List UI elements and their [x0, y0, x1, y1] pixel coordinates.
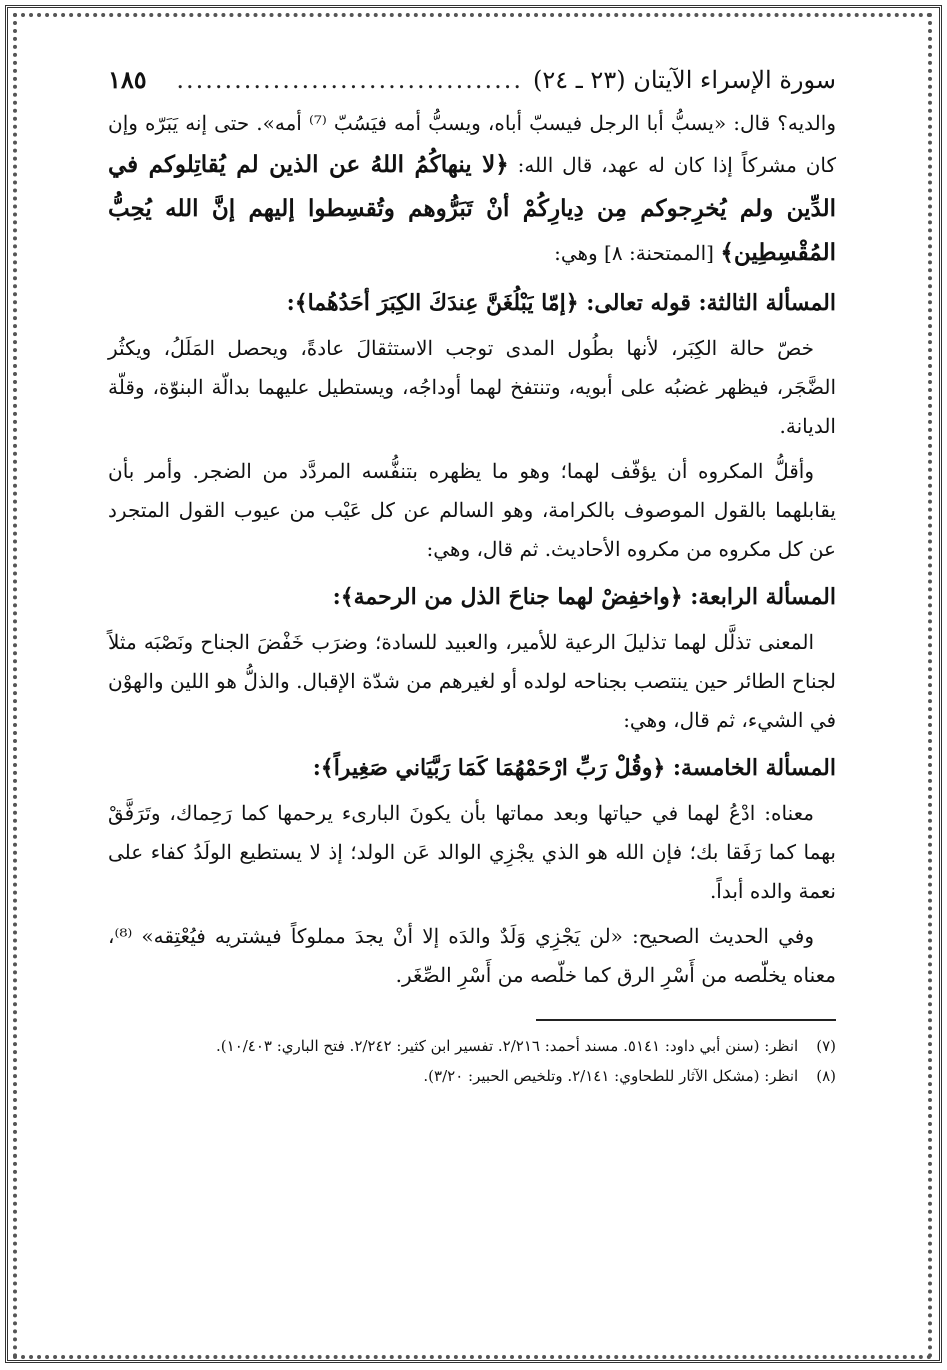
- section-5-title: المسألة الخامسة: ﴿وقُلْ رَبِّ ارْحَمْهُمَا كَمَا رَبَّيَاني صَغِيراً﴾:: [312, 755, 836, 781]
- page-content: [108, 65, 836, 1091]
- verse-reference: [الممتحنة: ٨] وهي:: [554, 241, 714, 265]
- footnote-number: (٨): [816, 1067, 836, 1085]
- section-5-paragraph-2: وفي الحديث الصحيح: «لن يَجْزِي وَلَدٌ والدَه إلا أنْ يجدَ مملوكاً فيشتريه فيُعْتِقه» ⁽⁸⁾، معناه يخلّصه من أَسْرِ الرق كما خلّصه من أَسْرِ الصِّغَر.: [108, 924, 836, 987]
- section-3-title: المسألة الثالثة: قوله تعالى: ﴿إمّا يَبْلُغَنَّ عِندَكَ الكِبَرَ أحَدُهُما﴾:: [286, 290, 836, 316]
- footnote-8: [108, 1061, 836, 1091]
- section-3-paragraph-2: وأقلُّ المكروه أن يؤفّف لهما؛ وهو ما يظهره بتنفُّسه المردَّد من الضجر. وأمر بأن يقابلهما بالقول الموصوف بالكرامة، وهو السالم عن كل عَيْب من عيوب القول المتجرد عن كل مكروه من مكروه الأحاديث. ثم قال، وهي:: [108, 459, 836, 561]
- section-4-title: المسألة الرابعة: ﴿واخفِضْ لهما جناحَ الذل من الرحمة﴾:: [332, 584, 836, 610]
- paragraph-1-text: والديه؟ قال: «يسبُّ أبا الرجل فيسبّ أباه، ويسبُّ أمه فيَسُبّ ⁽⁷⁾ أمه». حتى إنه يَبَرّه وإن كان مشركاً إذا كان له عهد، قال الله:: [108, 111, 837, 177]
- running-header: [108, 65, 836, 94]
- footnote-7: [108, 1031, 836, 1061]
- footnote-text: انظر: (سنن أبي داود: ٥١٤١. مسند أحمد: ٢/٢١٦. تفسير ابن كثير: ٢/٢٤٢. فتح الباري: ١٠/٤٠٣).: [216, 1037, 799, 1055]
- footnote-number: (٧): [816, 1037, 836, 1055]
- page-number: ١٨٥: [108, 65, 147, 94]
- quran-verse-mumtahina: ﴿لا ينهاكُمُ اللهُ عن الذين لم يُقاتِلوكم في الدِّين ولم يُخرِجوكم مِن دِيارِكُمْ أنْ تَبَرُّوهم وتُقسِطوا إليهم إنَّ الله يُحِبُّ المُقْسِطِين﴾: [108, 151, 836, 266]
- paragraph-1: [108, 104, 836, 275]
- footnotes: [108, 1031, 836, 1091]
- footnote-separator: [536, 1019, 836, 1021]
- section-4-paragraph-1: المعنى تذلَّل لهما تذليلَ الرعية للأمير، والعبيد للسادة؛ وضرَب خَفْضَ الجناح ونَصْبَه مثلاً لجناح الطائر حين ينتصب بجناحه لولده أو لغيرهم من شدّة الإقبال. والذلُّ هو اللين والهوْن في الشيء، ثم قال، وهي:: [108, 630, 836, 732]
- header-title: سورة الإسراء الآيتان (٢٣ ـ ٢٤): [532, 66, 836, 94]
- section-3-paragraph-1: خصّ حالة الكِبَر، لأنها بطُول المدى توجب الاستثقالَ عادةً، ويحصل المَلَلُ، ويكثُر الضَّجَر، فيظهر غضبُه على أبويه، وتنتفخ لهما أوداجُه، ويستطيل عليهما بدالّة البنوّة، وقلّة الديانة.: [108, 336, 836, 438]
- header-leader-dots: ....................................: [176, 66, 523, 94]
- section-5-paragraph-1: معناه: ادْعُ لهما في حياتها وبعد مماتها بأن يكونَ البارىء يرحمها كما رَحِماك، وتَرَفَّقْ بهما كما رَفَقا بك؛ فإن الله هو الذي يجْزِي الوالد عَن الولد؛ إذ لا يستطيع الولَدُ كفاء على نعمة والده أبداً.: [108, 801, 836, 903]
- footnote-text: انظر: (مشكل الآثار للطحاوي: ٢/١٤١. وتلخيص الحبير: ٣/٢٠).: [423, 1067, 799, 1085]
